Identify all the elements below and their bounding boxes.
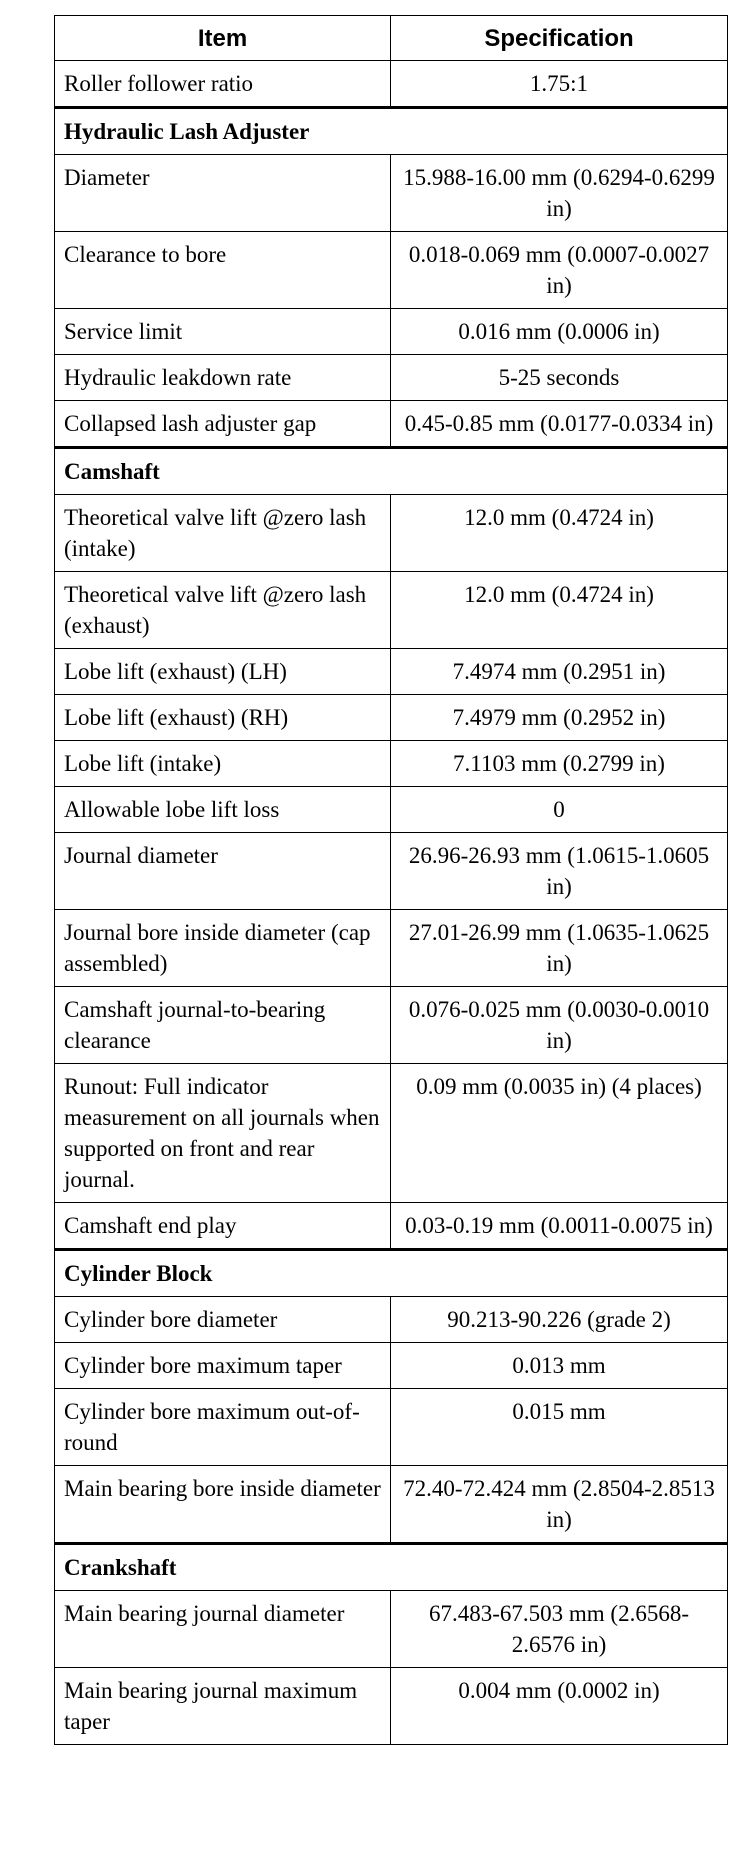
value-cell: 0.45-0.85 mm (0.0177-0.0334 in) [391, 401, 728, 448]
item-cell: Lobe lift (exhaust) (LH) [55, 649, 391, 695]
item-cell: Journal bore inside diameter (cap assembled) [55, 910, 391, 987]
item-cell: Theoretical valve lift @zero lash (exhaust) [55, 572, 391, 649]
table-row [55, 1591, 728, 1668]
value-cell: 7.4979 mm (0.2952 in) [391, 695, 728, 741]
item-cell: Journal diameter [55, 833, 391, 910]
specification-column-header: Specification [391, 16, 728, 61]
item-cell: Service limit [55, 309, 391, 355]
table-row [55, 1203, 728, 1250]
item-cell: Cylinder bore diameter [55, 1297, 391, 1343]
table-row [55, 1466, 728, 1544]
item-cell: Lobe lift (exhaust) (RH) [55, 695, 391, 741]
value-cell: 0.013 mm [391, 1343, 728, 1389]
value-cell: 67.483-67.503 mm (2.6568-2.6576 in) [391, 1591, 728, 1668]
value-cell: 0.09 mm (0.0035 in) (4 places) [391, 1064, 728, 1203]
value-cell: 72.40-72.424 mm (2.8504-2.8513 in) [391, 1466, 728, 1544]
value-cell: 90.213-90.226 (grade 2) [391, 1297, 728, 1343]
item-cell: Camshaft journal-to-bearing clearance [55, 987, 391, 1064]
table-row [55, 1389, 728, 1466]
table-row [55, 61, 728, 108]
item-cell: Collapsed lash adjuster gap [55, 401, 391, 448]
table-row [55, 155, 728, 232]
item-cell: Lobe lift (intake) [55, 741, 391, 787]
item-cell: Main bearing bore inside diameter [55, 1466, 391, 1544]
table-row [55, 232, 728, 309]
item-cell: Hydraulic leakdown rate [55, 355, 391, 401]
item-cell: Main bearing journal diameter [55, 1591, 391, 1668]
table-row [55, 572, 728, 649]
item-column-header: Item [55, 16, 391, 61]
section-heading: Camshaft [55, 448, 728, 495]
value-cell: 0.016 mm (0.0006 in) [391, 309, 728, 355]
specification-table [54, 15, 728, 1745]
item-cell: Cylinder bore maximum taper [55, 1343, 391, 1389]
value-cell: 0.03-0.19 mm (0.0011-0.0075 in) [391, 1203, 728, 1250]
section-row [55, 448, 728, 495]
table-row [55, 495, 728, 572]
value-cell: 0.004 mm (0.0002 in) [391, 1668, 728, 1745]
item-cell: Allowable lobe lift loss [55, 787, 391, 833]
value-cell: 27.01-26.99 mm (1.0635-1.0625 in) [391, 910, 728, 987]
table-row [55, 1064, 728, 1203]
value-cell: 5-25 seconds [391, 355, 728, 401]
item-cell: Diameter [55, 155, 391, 232]
value-cell: 0 [391, 787, 728, 833]
table-row [55, 987, 728, 1064]
value-cell: 7.1103 mm (0.2799 in) [391, 741, 728, 787]
value-cell: 12.0 mm (0.4724 in) [391, 572, 728, 649]
table-row [55, 833, 728, 910]
table-row [55, 309, 728, 355]
value-cell: 1.75:1 [391, 61, 728, 108]
section-row [55, 1544, 728, 1591]
table-row [55, 649, 728, 695]
table-row [55, 1668, 728, 1745]
value-cell: 26.96-26.93 mm (1.0615-1.0605 in) [391, 833, 728, 910]
item-cell: Roller follower ratio [55, 61, 391, 108]
item-cell: Cylinder bore maximum out-of-round [55, 1389, 391, 1466]
table-row [55, 1297, 728, 1343]
value-cell: 0.076-0.025 mm (0.0030-0.0010 in) [391, 987, 728, 1064]
value-cell: 0.015 mm [391, 1389, 728, 1466]
table-row [55, 401, 728, 448]
item-cell: Runout: Full indicator measurement on all journals when supported on front and rear journal. [55, 1064, 391, 1203]
item-cell: Camshaft end play [55, 1203, 391, 1250]
value-cell: 15.988-16.00 mm (0.6294-0.6299 in) [391, 155, 728, 232]
section-heading: Hydraulic Lash Adjuster [55, 108, 728, 155]
value-cell: 7.4974 mm (0.2951 in) [391, 649, 728, 695]
table-row [55, 1343, 728, 1389]
table-row [55, 695, 728, 741]
section-heading: Cylinder Block [55, 1250, 728, 1297]
table-row [55, 787, 728, 833]
table-row [55, 741, 728, 787]
value-cell: 0.018-0.069 mm (0.0007-0.0027 in) [391, 232, 728, 309]
item-cell: Main bearing journal maximum taper [55, 1668, 391, 1745]
table-row [55, 910, 728, 987]
section-row [55, 108, 728, 155]
item-cell: Theoretical valve lift @zero lash (intake) [55, 495, 391, 572]
section-row [55, 1250, 728, 1297]
item-cell: Clearance to bore [55, 232, 391, 309]
section-heading: Crankshaft [55, 1544, 728, 1591]
table-row [55, 355, 728, 401]
table-body [55, 61, 728, 1745]
header-row [55, 16, 728, 61]
value-cell: 12.0 mm (0.4724 in) [391, 495, 728, 572]
